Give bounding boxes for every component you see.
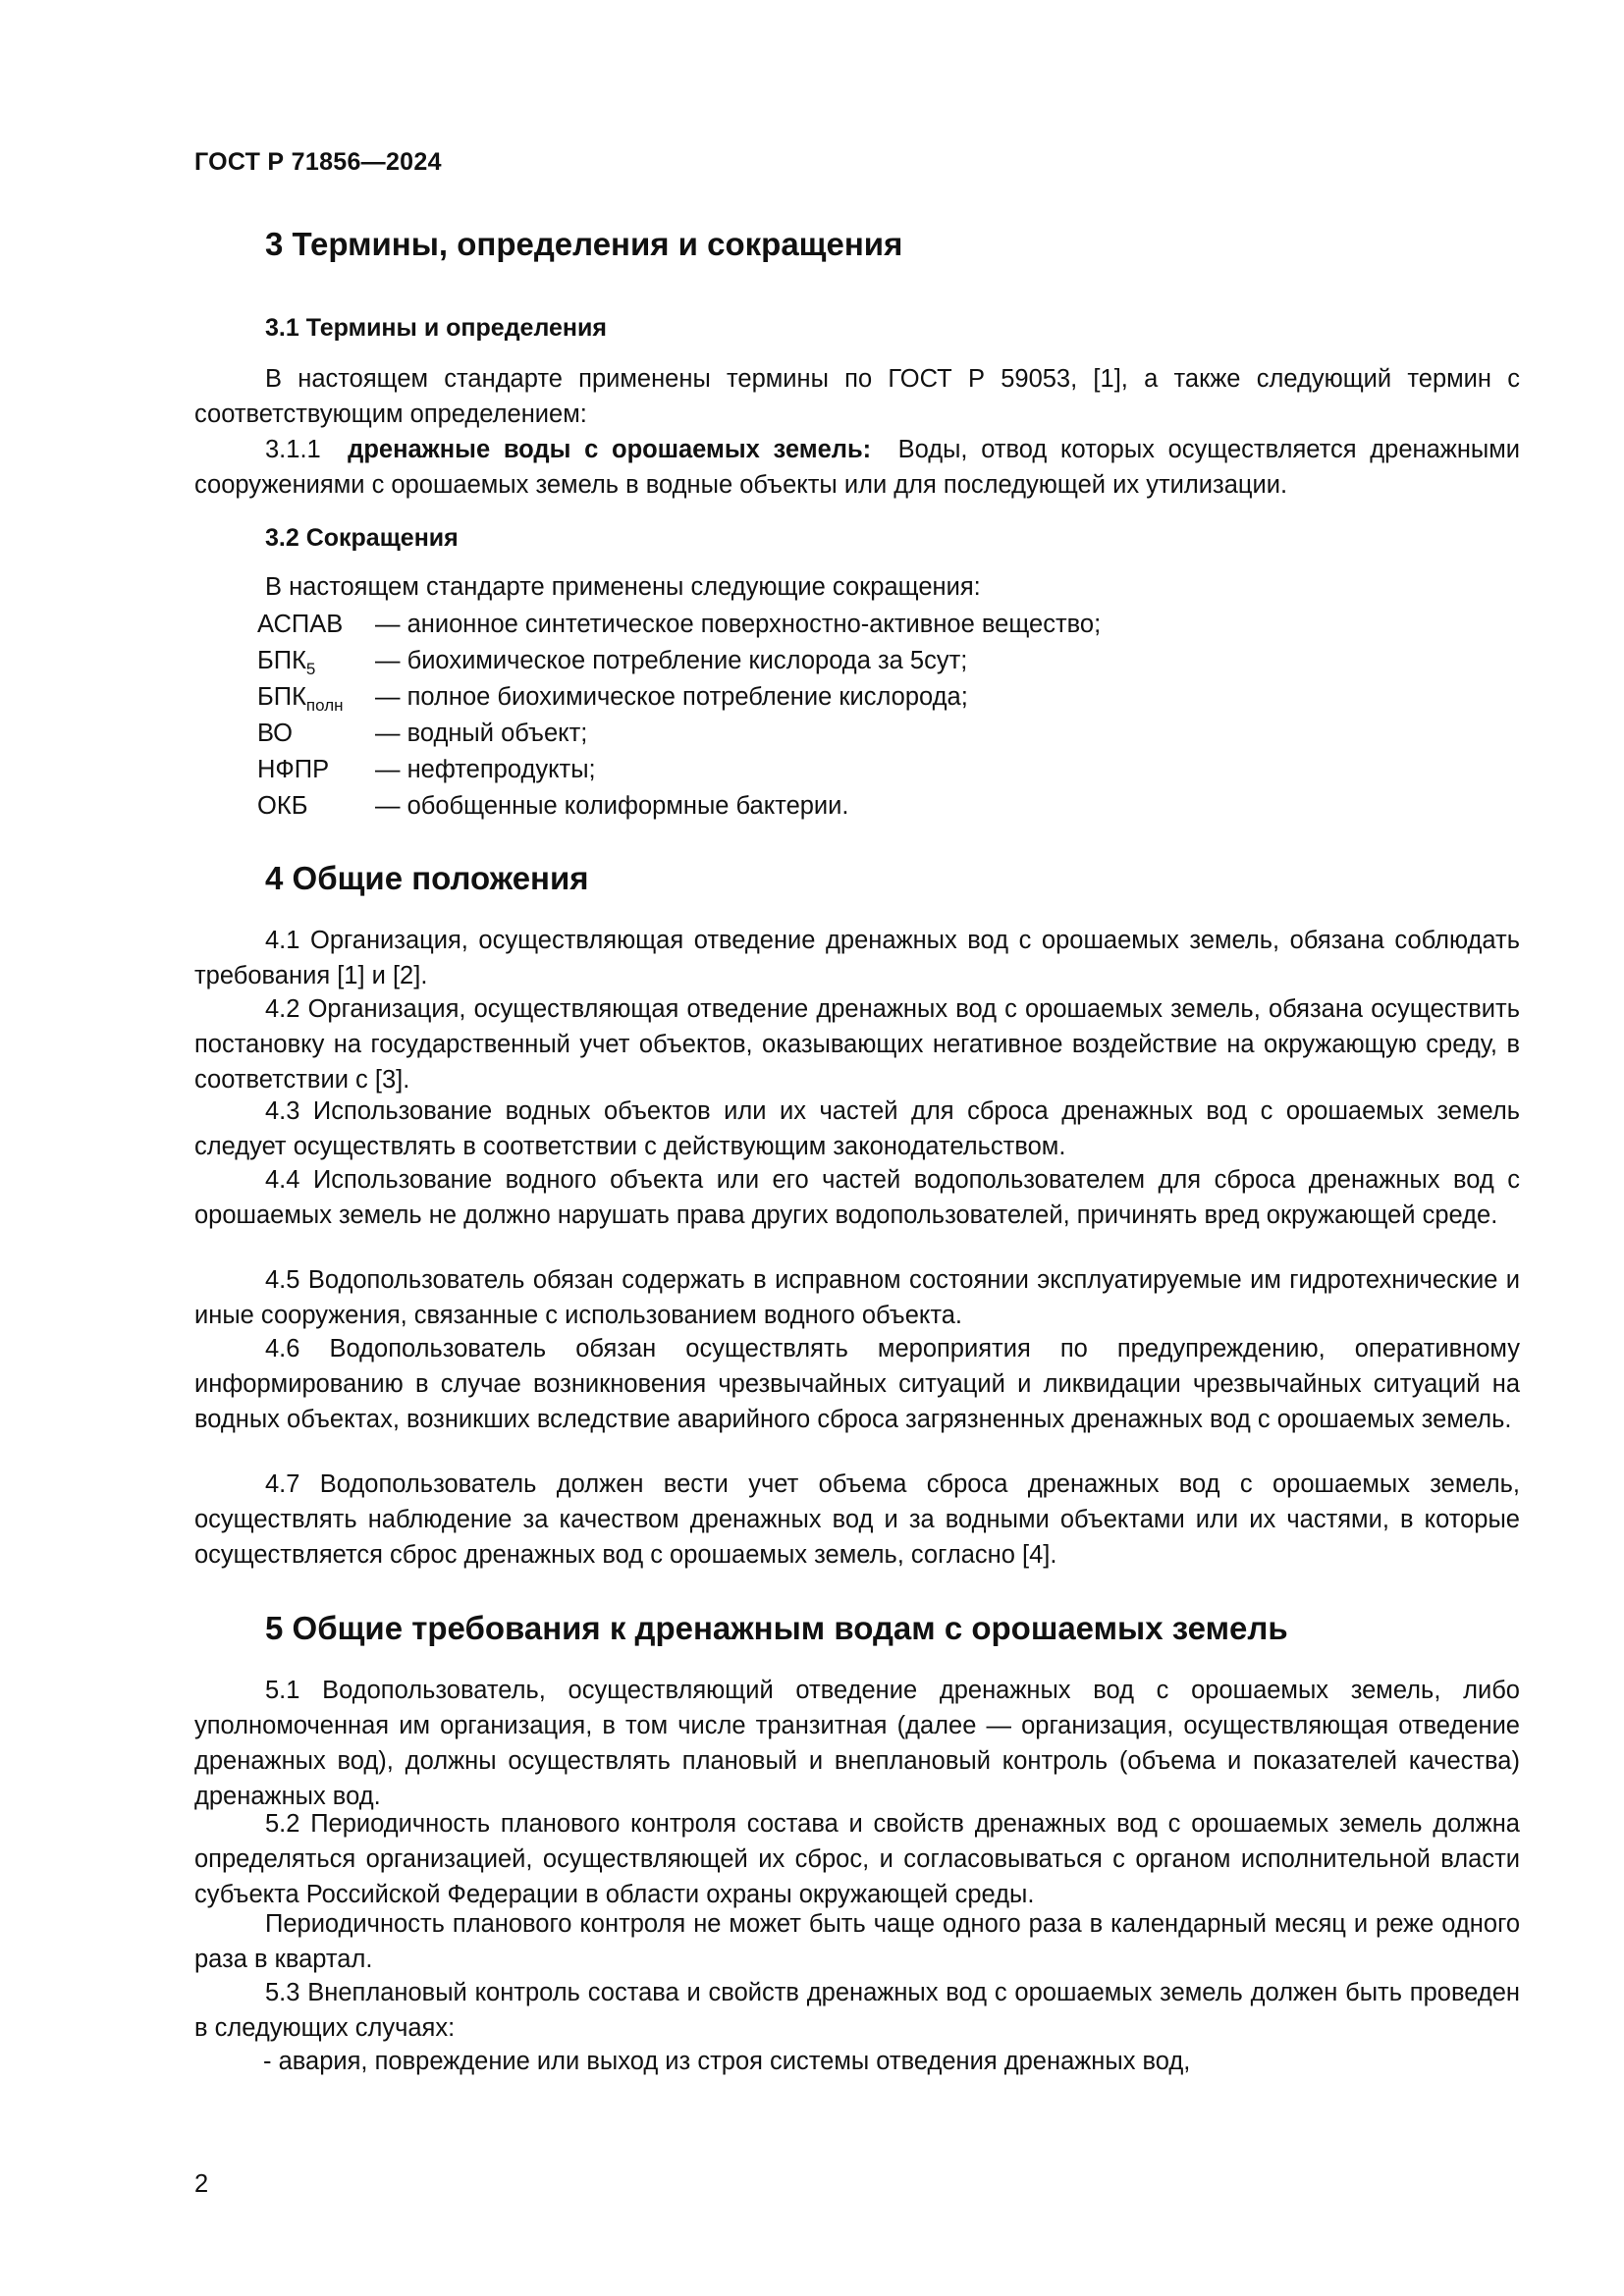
section-3-intro: В настоящем стандарте применены термины по ГОСТ Р 59053, [1], а также следующий термин с соответствующим определением: — [194, 365, 1520, 428]
subsection-3-1-title: 3.1 Термины и определения — [265, 314, 607, 342]
abbreviation-row: НФПР — нефтепродукты; — [257, 756, 596, 783]
paragraph-4-2: 4.2 Организация, осуществляющая отведение дренажных вод с орошаемых земель, обязана осуществить постановку на государственный учет объектов, оказывающих негативное воздействие на окружающую среду, в соответствии с [3]. — [194, 995, 1520, 1094]
term-3-1-1 — [194, 432, 1520, 503]
section-3-title: 3 Термины, определения и сокращения — [265, 226, 903, 262]
abbreviation-row: ВО — водный объект; — [257, 720, 588, 747]
paragraph-4-1: 4.1 Организация, осуществляющая отведение дренажных вод с орошаемых земель, обязана соблюдать требования [1] и [2]. — [194, 927, 1520, 989]
term-name: дренажные воды с орошаемых земель: — [348, 436, 872, 463]
section-5-title: 5 Общие требования к дренажным водам с орошаемых земель — [265, 1610, 1288, 1646]
abbreviation-row: ОКБ — обобщенные колиформные бактерии. — [257, 792, 849, 820]
abbreviations-intro: В настоящем стандарте применены следующие сокращения: — [265, 573, 981, 601]
term-definition: Воды, отвод которых осуществляется дренажными сооружениями с орошаемых земель в водные объекты или для последующей их утилизации. — [194, 436, 1521, 499]
section-4-title: 4 Общие положения — [265, 860, 589, 896]
paragraph-5-3: 5.3 Внеплановый контроль состава и свойств дренажных вод с орошаемых земель должен быть проведен в следующих случаях: — [194, 1979, 1520, 2042]
abbreviation-row: АСПАВ — анионное синтетическое поверхностно-активное вещество; — [257, 611, 1102, 638]
subsection-3-2-title: 3.2 Сокращения — [265, 524, 459, 552]
abbreviation-row: $БПК_5$ — биохимическое потребление кислорода за 5сут; — [257, 647, 968, 678]
paragraph-5-2: 5.2 Периодичность планового контроля состава и свойств дренажных вод с орошаемых земель должна определяться организацией, осуществляющей их сброс, и согласовываться с органом исполнительной власти субъекта Российской Федерации в области охраны окружающей среды. — [194, 1810, 1520, 1908]
paragraph-5-1: 5.1 Водопользователь, осуществляющий отведение дренажных вод с орошаемых земель, либо уполномоченная им организация, в том числе транзитная (далее — организация, осуществляющая отведение дренажных вод), должны осуществлять плановый и внеплановый контроль (объема и показателей качества) дренажных вод. — [194, 1677, 1520, 1810]
paragraph-4-5: 4.5 Водопользователь обязан содержать в исправном состоянии эксплуатируемые им гидротехнические и иные сооружения, связанные с использованием водного объекта. — [194, 1266, 1520, 1329]
paragraph-4-4: 4.4 Использование водного объекта или его частей водопользователем для сброса дренажных вод с орошаемых земель не должно нарушать права других водопользователей, причинять вред окружающей среде. — [194, 1166, 1520, 1229]
page-number: 2 — [194, 2170, 209, 2198]
standard-designation: ГОСТ Р 71856—2024 — [194, 148, 442, 176]
list-item: - авария, повреждение или выход из строя системы отведения дренажных вод, — [263, 2048, 1191, 2075]
paragraph-4-7: 4.7 Водопользователь должен вести учет объема сброса дренажных вод с орошаемых земель, осуществлять наблюдение за качеством дренажных вод и за водными объектами или их частями, в которые осуществляется сброс дренажных вод с орошаемых земель, согласно [4]. — [194, 1470, 1520, 1569]
paragraph-4-3: 4.3 Использование водных объектов или их частей для сброса дренажных вод с орошаемых земель следует осуществлять в соответствии с действующим законодательством. — [194, 1097, 1520, 1160]
paragraph-5-2-note: Периодичность планового контроля не может быть чаще одного раза в календарный месяц и реже одного раза в квартал. — [194, 1910, 1520, 1973]
paragraph-4-6: 4.6 Водопользователь обязан осуществлять мероприятия по предупреждению, оперативному информированию в случае возникновения чрезвычайных ситуаций и ликвидации чрезвычайных ситуаций на водных объектах, возникших вследствие аварийного сброса загрязненных дренажных вод с орошаемых земель. — [194, 1335, 1520, 1433]
abbreviation-row: $БПК_{полн}$ — полное биохимическое потребление кислорода; — [257, 683, 968, 715]
term-number: 3.1.1 — [265, 436, 321, 463]
